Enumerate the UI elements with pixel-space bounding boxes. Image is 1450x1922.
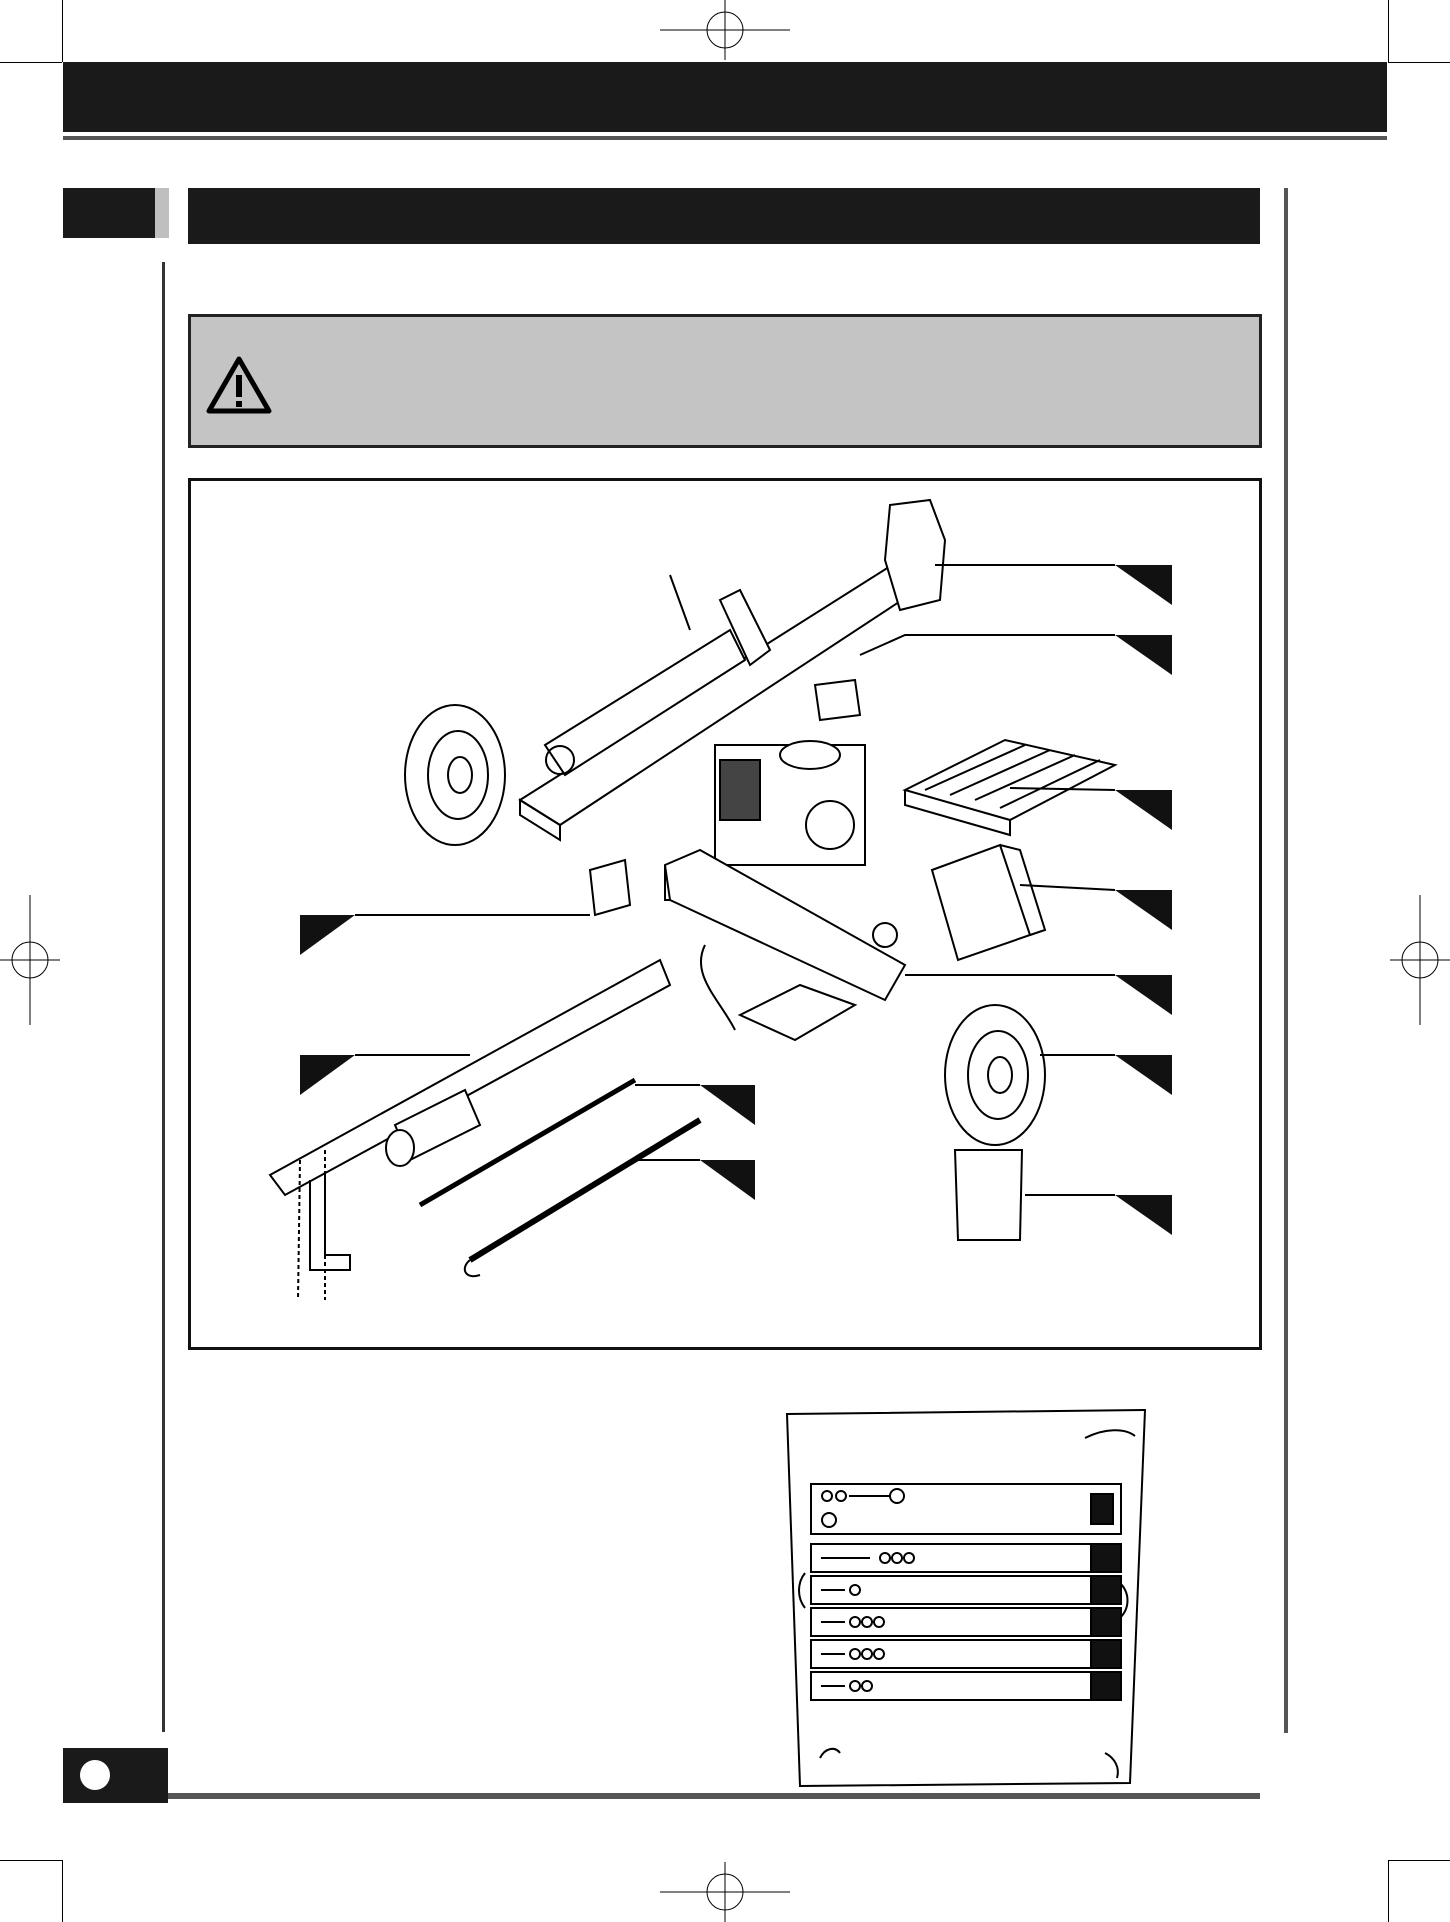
footer-rule (168, 1793, 1260, 1799)
hardware-bag (785, 1408, 1150, 1788)
bag-row-1 (811, 1484, 1121, 1534)
footer-tab (63, 1748, 168, 1803)
page-number (80, 1760, 110, 1790)
